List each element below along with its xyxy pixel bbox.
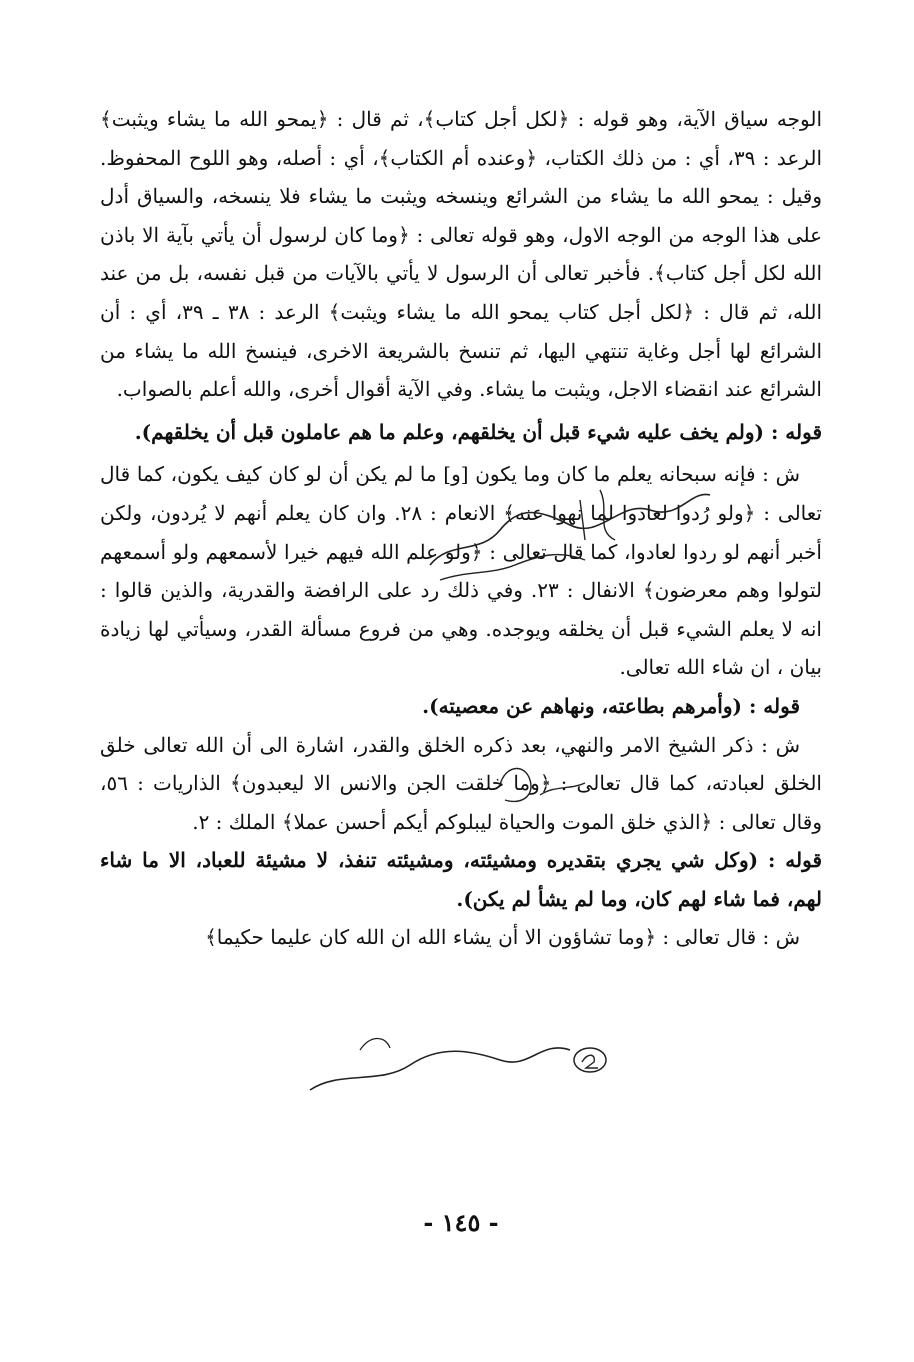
- commentary-paragraph-4: ش : قال تعالى : ﴿وما تشاؤون الا أن يشاء الله ان الله كان عليما حكيما﴾: [205, 925, 800, 950]
- page-number: - ١٤٥ -: [423, 1208, 499, 1237]
- matn-paragraph-3: قوله : (وكل شي يجري بتقديره ومشيئته، ومشيئته تنفذ، لا مشيئة للعباد، الا ما شاء لهم، فما شاء لهم كان، وما لم يشأ لم يكن).: [100, 848, 822, 911]
- commentary-paragraph-3: ش : ذكر الشيخ الامر والنهي، بعد ذكره الخلق والقدر، اشارة الى أن الله تعالى خلق الخلق لعبادته، كما قال تعالى : ﴿وما خلقت الجن والانس الا ليعبدون﴾ الذاريات : ٥٦، وقال تعالى : ﴿الذي خلق الموت والحياة ليبلوكم أيكم أحسن عملا﴾ الملك : ٢.: [100, 732, 822, 834]
- matn-paragraph-1: قوله : (ولم يخف عليه شيء قبل أن يخلقهم، وعلم ما هم عاملون قبل أن يخلقهم).: [134, 419, 822, 444]
- commentary-paragraph-1: الوجه سياق الآية، وهو قوله : ﴿لكل أجل كتاب﴾، ثم قال : ﴿يمحو الله ما يشاء ويثبت﴾ الرعد : ٣٩، أي : من ذلك الكتاب، ﴿وعنده أم الكتاب﴾، أي : أصله، وهو اللوح المحفوظ. وقيل : يمحو الله ما يشاء من الشرائع وينسخه ويثبت ما يشاء فلا ينسخه، والسياق أدل على هذا الوجه من الوجه الاول، وهو قوله تعالى : ﴿وما كان لرسول أن يأتي بآية الا باذن الله لكل أجل كتاب﴾. فأخبر تعالى أن الرسول لا يأتي بالآيات من قبل نفسه، بل من عند الله، ثم قال : ﴿لكل أجل كتاب يمحو الله ما يشاء ويثبت﴾ الرعد : ٣٨ ـ ٣٩، أي : أن الشرائع لها أجل وغاية تنتهي اليها، ثم تنسخ بالشريعة الاخرى، فينسخ الله ما يشاء من الشرائع عند انقضاء الاجل، ويثبت ما يشاء. وفي الآية أقوال أخرى، والله أعلم بالصواب.: [100, 107, 823, 402]
- document-page: [100, 100, 822, 1340]
- matn-paragraph-2: قوله : (وأمرهم بطاعته، ونهاهم عن معصيته).: [422, 693, 800, 718]
- commentary-paragraph-2: ش : فإنه سبحانه يعلم ما كان وما يكون [و] ما لم يكن أن لو كان كيف يكون، كما قال تعالى : ﴿ولو رُدوا لعادوا لما نهوا عنه﴾ الانعام : ٢٨. وان كان يعلم أنهم لا يُردون، ولكن أخبر أنهم لو ردوا لعادوا، كما قال تعالى : ﴿ولو علم الله فيهم خيرا لأسمعهم ولو أسمعهم لتولوا وهم معرضون﴾ الانفال : ٢٣. وفي ذلك رد على الرافضة والقدرية، والذين قالوا : انه لا يعلم الشيء قبل أن يخلقه ويوجده. وهي من فروع مسألة القدر، وسيأتي لها زيادة بيان ، ان شاء الله تعالى.: [100, 462, 822, 680]
